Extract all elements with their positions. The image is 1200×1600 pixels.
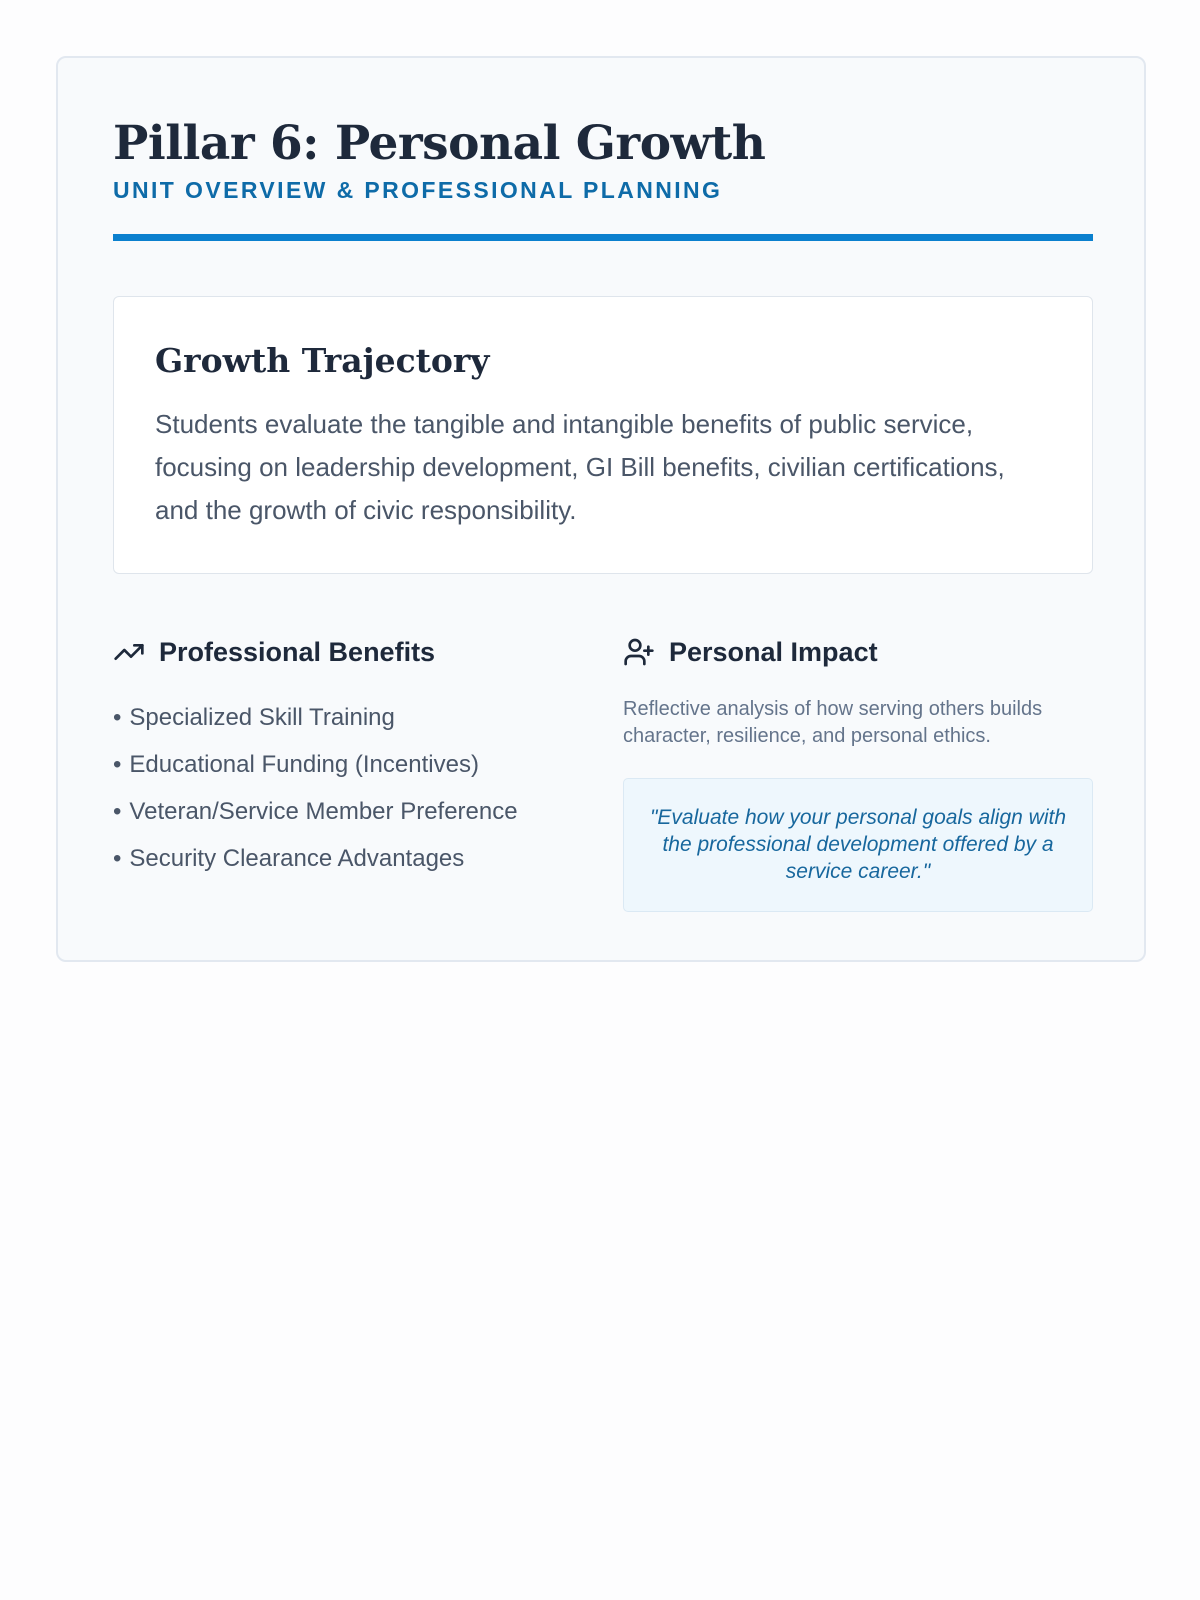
list-item: • Specialized Skill Training <box>113 704 395 731</box>
personal-impact-description: Reflective analysis of how serving others builds character, resilience, and personal ethics. <box>623 698 1043 747</box>
benefit-label: Security Clearance Advantages <box>129 845 465 872</box>
trajectory-description: Students evaluate the tangible and intangible benefits of public service, focusing on leadership development, GI Bill benefits, civilian certifications, and the growth of civic responsibility. <box>155 409 1005 525</box>
benefit-label: Veteran/Service Member Preference <box>129 798 518 825</box>
page-subtitle: UNIT OVERVIEW & PROFESSIONAL PLANNING <box>113 177 723 203</box>
list-item: • Security Clearance Advantages <box>113 845 465 872</box>
personal-impact-section <box>623 632 1093 912</box>
personal-impact-header <box>623 632 1093 672</box>
trending-up-icon <box>113 636 145 668</box>
personal-impact-title: Personal Impact <box>669 636 878 667</box>
growth-trajectory-panel <box>113 296 1093 574</box>
reflection-quote: "Evaluate how your personal goals align with the professional development offered by a service career." <box>623 778 1093 912</box>
benefits-list <box>113 694 583 882</box>
professional-benefits-title: Professional Benefits <box>159 636 436 667</box>
professional-benefits-section <box>113 632 583 882</box>
benefit-label: Educational Funding (Incentives) <box>129 751 479 778</box>
details-columns <box>113 632 1093 932</box>
list-item: • Veteran/Service Member Preference <box>113 798 518 825</box>
overview-card <box>56 56 1146 962</box>
user-plus-icon <box>623 636 655 668</box>
benefit-label: Specialized Skill Training <box>129 704 395 731</box>
list-item: • Educational Funding (Incentives) <box>113 751 479 778</box>
professional-benefits-header <box>113 632 583 672</box>
header-divider <box>113 234 1093 241</box>
trajectory-title: Growth Trajectory <box>155 341 490 380</box>
page-title: Pillar 6: Personal Growth <box>113 116 766 171</box>
